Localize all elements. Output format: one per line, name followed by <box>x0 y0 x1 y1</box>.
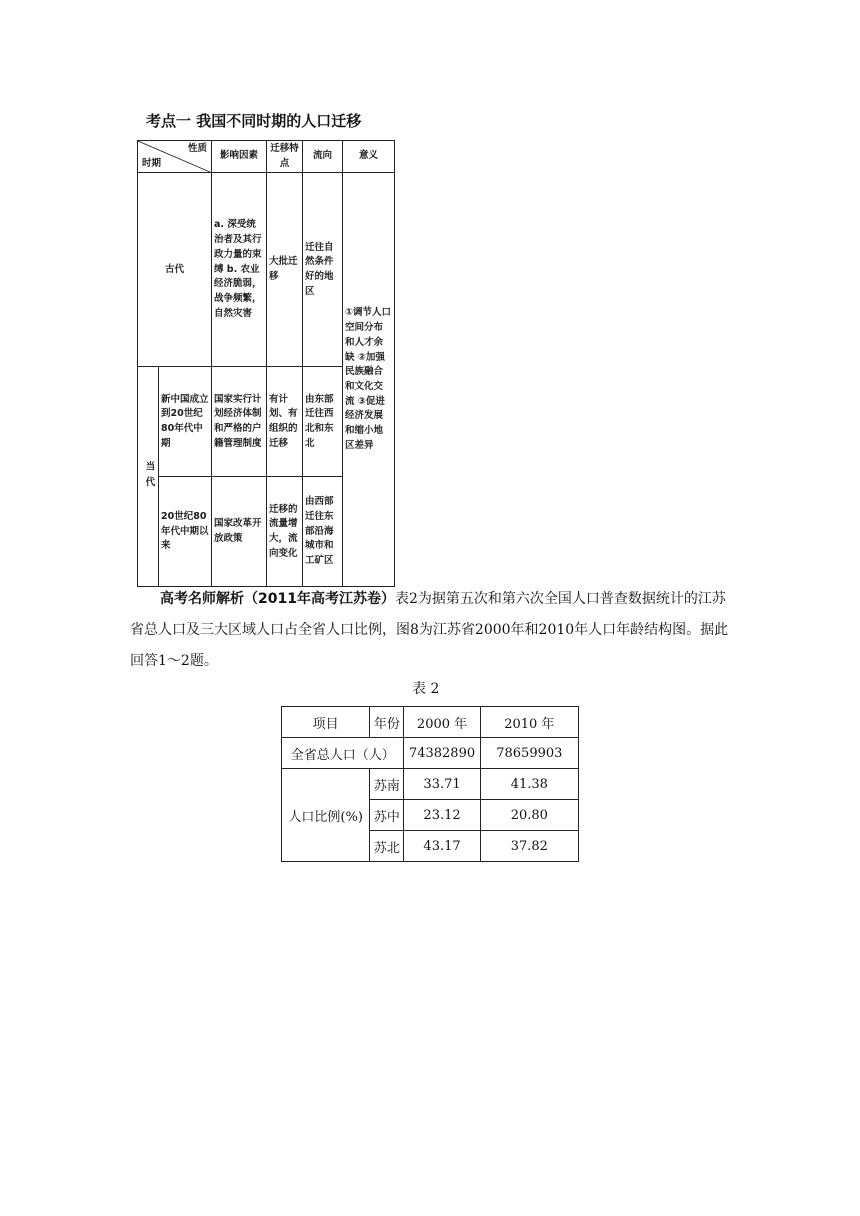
period-modern: 当代 <box>138 367 159 587</box>
header-factors: 影响因素 <box>212 141 267 173</box>
ratio-label: 人口比例(%) <box>282 769 370 862</box>
sunan-2010: 41.38 <box>480 769 578 800</box>
total-2010: 78659903 <box>480 738 578 769</box>
modern2-features: 迁移的流量增大，流向变化 <box>267 477 303 587</box>
diagonal-header-cell <box>138 141 212 173</box>
ancient-flow: 迁往自然条件好的地区 <box>303 173 343 367</box>
modern2-period: 20世纪80年代中期以来 <box>159 477 212 587</box>
migration-table <box>137 140 395 587</box>
table2-caption: 表 2 <box>412 681 440 697</box>
region-suzhong: 苏中 <box>370 800 404 831</box>
modern1-features: 有计划、有组织的迁移 <box>267 367 303 477</box>
suzhong-2000: 23.12 <box>404 800 480 831</box>
analysis-paragraph <box>130 584 730 677</box>
header-2000: 2000 年 <box>404 707 480 738</box>
header-item: 项目 <box>282 707 370 738</box>
paragraph-lead: 高考名师解析（2011年高考江苏卷） <box>160 591 395 607</box>
paragraph-text: 表2为据第五次和第六次全国人口普查数据统计的江苏省总人口及三大区域人口占全省人口比例，图8为江苏省2000年和2010年人口年龄结构图。据此回答1～2题。 <box>130 591 729 669</box>
section-title: 考点一 我国不同时期的人口迁移 <box>146 112 362 130</box>
period-ancient: 古代 <box>138 173 212 367</box>
modern1-period: 新中国成立到20世纪80年代中期 <box>159 367 212 477</box>
modern1-factors: 国家实行计划经济体制和严格的户籍管理制度 <box>212 367 267 477</box>
modern1-flow: 由东部迁往西北和东北 <box>303 367 343 477</box>
suzhong-2010: 20.80 <box>480 800 578 831</box>
diag-top-label: 性质 <box>187 143 207 154</box>
region-sunan: 苏南 <box>370 769 404 800</box>
diag-bottom-label: 时期 <box>142 157 162 169</box>
region-subei: 苏北 <box>370 831 404 862</box>
population-table <box>281 706 579 862</box>
sunan-2000: 33.71 <box>404 769 480 800</box>
header-year: 年份 <box>370 707 404 738</box>
modern2-flow: 由西部迁往东部沿海城市和工矿区 <box>303 477 343 587</box>
header-flow: 流向 <box>303 141 343 173</box>
header-features: 迁移特点 <box>267 141 303 173</box>
ancient-features: 大批迁移 <box>267 173 303 367</box>
subei-2000: 43.17 <box>404 831 480 862</box>
total-2000: 74382890 <box>404 738 480 769</box>
total-label: 全省总人口（人） <box>282 738 404 769</box>
modern2-factors: 国家改革开放政策 <box>212 477 267 587</box>
subei-2010: 37.82 <box>480 831 578 862</box>
header-significance: 意义 <box>343 141 395 173</box>
ancient-factors: a. 深受统治者及其行政力量的束缚 b. 农业经济脆弱，战争频繁，自然灾害 <box>212 173 267 367</box>
significance-cell: ①调节人口空间分布和人才余缺 ②加强民族融合和文化交流 ③促进经济发展和缩小地区差异 <box>343 173 395 587</box>
header-2010: 2010 年 <box>480 707 578 738</box>
